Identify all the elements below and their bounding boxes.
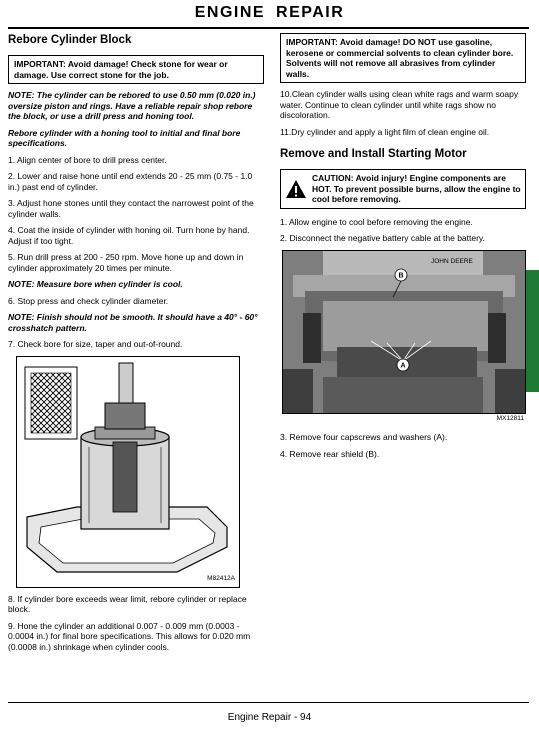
step-8: 8. If cylinder bore exceeds wear limit, rebore cylinder or replace block. [8, 593, 247, 614]
honing-illustration [17, 357, 239, 587]
caution-text: CAUTION: Avoid injury! Engine components are HOT. To prevent possible burns, allow the engine to cool before removing. [312, 173, 521, 204]
warning-icon [285, 179, 307, 199]
step-10: 10.Clean cylinder walls using clean white rags and warm soapy water. Continue to clean cylinder until white rags show no discoloration. [280, 89, 519, 120]
motor-step-1: 1. Allow engine to cool before removing the engine. [280, 216, 473, 227]
note-crosshatch: NOTE: Finish should not be smooth. It should have a 40° - 60° crosshatch pattern. [8, 312, 258, 333]
mower-underside-image [283, 251, 525, 413]
note-rebore-oversize: NOTE: The cylinder can be rebored to use 0.50 mm (0.020 in.) oversize piston and rings. Have a reliable repair shop rebore the block, or use a drill press and honing tool. [8, 90, 256, 121]
step-1: 1. Align center of bore to drill press center. [8, 154, 167, 165]
step-6: 6. Stop press and check cylinder diameter. [8, 295, 169, 306]
starting-motor-photo [282, 250, 526, 414]
note-measure-bore: NOTE: Measure bore when cylinder is cool. [8, 279, 183, 289]
photo-code: MX12811 [496, 414, 524, 422]
section-title-rebore: Rebore Cylinder Block [8, 34, 132, 46]
photo-brand-text: JOHN DEERE [431, 257, 473, 265]
step-2: 2. Lower and raise hone until end extends 20 - 25 mm (0.75 - 1.0 in.) past end of cylinder. [8, 171, 253, 192]
callout-b: B [398, 272, 404, 279]
page-header [0, 0, 539, 30]
important-box-solvents: IMPORTANT: Avoid damage! DO NOT use gasoline, kerosene or commercial solvents to clean cylinder bore. Solvents will not remove all abrasives from cylinder walls. [280, 33, 526, 83]
motor-step-3: 3. Remove four capscrews and washers (A). [280, 432, 448, 442]
figure-code: M82412A [207, 575, 235, 582]
step-7: 7. Check bore for size, taper and out-of-round. [8, 339, 183, 349]
section-tab-marker [524, 270, 539, 392]
section-title-starting-motor: Remove and Install Starting Motor [280, 148, 467, 160]
motor-step-2: 2. Disconnect the negative battery cable at the battery. [280, 233, 485, 243]
motor-step-4: 4. Remove rear shield (B). [280, 448, 380, 459]
right-column [280, 33, 526, 465]
step-9: 9. Hone the cylinder an additional 0.007 - 0.009 mm (0.0003 - 0.0004 in.) for final bore specifications. This allows for 0.020 mm (0.0008 in.) shrinkage when cylinder cools. [8, 620, 251, 652]
important-box: IMPORTANT: Avoid damage! Check stone for wear or damage. Use correct stone for the job. [8, 55, 264, 84]
honing-figure [16, 356, 240, 588]
step-11: 11.Dry cylinder and apply a light film of clean engine oil. [280, 126, 490, 137]
header-rule [8, 27, 529, 29]
footer-rule [8, 702, 529, 703]
step-3: 3. Adjust hone stones until they contact the narrowest point of the cylinder walls. [8, 198, 254, 219]
step-5: 5. Run drill press at 200 - 250 rpm. Move hone up and down in cylinder approximately 20 times per minute. [8, 252, 244, 273]
page-footer: Engine Repair - 94 [227, 712, 312, 723]
caution-box [280, 169, 526, 209]
page-title: ENGINE REPAIR [194, 4, 345, 21]
left-column [8, 33, 264, 658]
note-honing-tool: Rebore cylinder with a honing tool to initial and final bore specifications. [8, 127, 241, 148]
step-4: 4. Coat the inside of cylinder with honing oil. Turn hone by hand. Adjust if too tight. [8, 225, 250, 246]
callout-a: A [400, 362, 406, 369]
